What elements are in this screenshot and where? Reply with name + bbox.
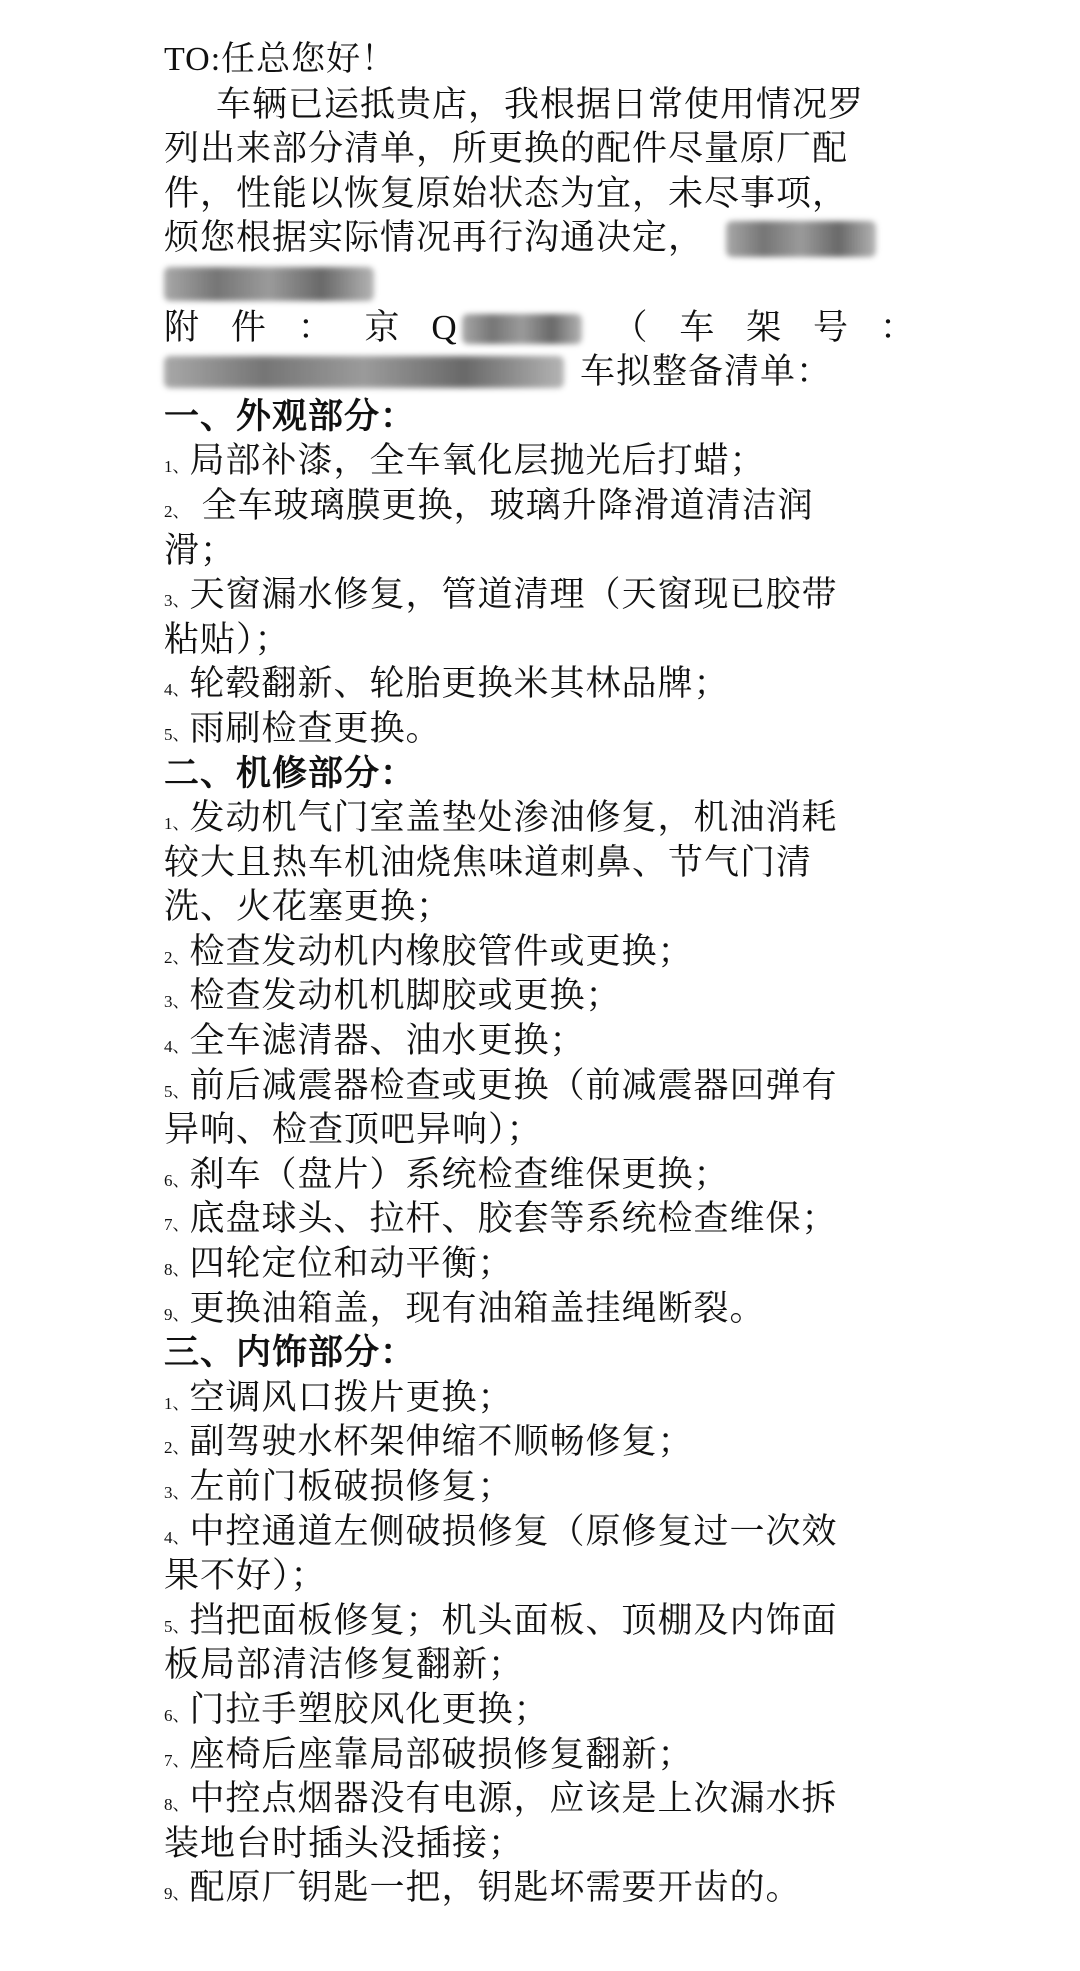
frame-char: 号	[813, 307, 850, 348]
checklist-item	[164, 662, 916, 707]
item-text: 板局部清洁修复翻新；	[164, 1645, 525, 1686]
item-number: 5、	[164, 1616, 190, 1636]
attachment-line	[164, 306, 916, 351]
item-number: 3、	[164, 1483, 190, 1502]
attachment-label-char: 附	[164, 307, 201, 348]
item-text: 雨刷检查更换。	[189, 708, 442, 749]
item-text: 中控通道左侧破损修复（原修复过一次效	[189, 1511, 838, 1552]
item-text: 刹车（盘片）系统检查维保更换；	[189, 1154, 730, 1195]
item-text: 前后减震器检查或更换（前减震器回弹有	[189, 1065, 838, 1106]
section-heading: 一、外观部分：	[164, 396, 417, 437]
item-number: 4、	[164, 680, 190, 700]
checklist-item-continuation	[164, 841, 916, 886]
item-text: 四轮定位和动平衡；	[189, 1244, 514, 1285]
item-text: 异响、检查顶吧异响）；	[164, 1110, 543, 1151]
checklist-item-continuation	[164, 529, 916, 574]
item-text: 底盘球头、拉杆、胶套等系统检查维保；	[189, 1199, 838, 1240]
item-number: 1、	[164, 457, 190, 477]
checklist-item	[164, 1510, 916, 1555]
checklist-item	[164, 1242, 916, 1287]
intro-line: 列出来部分清单，所更换的配件尽量原厂配	[164, 129, 849, 170]
plate-prefix: 京	[364, 307, 401, 348]
item-text: 配原厂钥匙一把，钥匙坏需要开齿的。	[189, 1868, 802, 1909]
item-number: 6、	[164, 1705, 190, 1725]
checklist-item	[164, 1866, 916, 1911]
item-text: 全车玻璃膜更换，玻璃升降滑道清洁润	[189, 485, 814, 526]
item-text: 局部补漆，全车氧化层抛光后打蜡；	[189, 441, 766, 482]
intro-line: 件，性能以恢复原始状态为宜，未尽事项，	[164, 173, 849, 214]
item-text: 检查发动机机脚胶或更换；	[189, 976, 622, 1017]
attachment-label-char: 件	[230, 307, 267, 348]
item-number: 4、	[164, 1527, 190, 1547]
item-text: 空调风口拨片更换；	[189, 1377, 514, 1418]
item-number: 1、	[164, 1393, 190, 1413]
item-number: 7、	[164, 1215, 190, 1235]
section-heading: 三、内饰部分：	[164, 1333, 417, 1374]
item-text: 轮毂翻新、轮胎更换米其林品牌；	[189, 664, 730, 705]
item-text: 滑；	[164, 530, 237, 571]
attachment-suffix: 车拟整备清单：	[580, 352, 833, 393]
item-text: 左前门板破损修复；	[189, 1467, 514, 1507]
checklist-item	[164, 1197, 916, 1242]
item-text: 果不好）；	[164, 1556, 327, 1597]
item-number: 1、	[164, 814, 190, 834]
item-number: 8、	[164, 1260, 190, 1280]
checklist-item	[164, 1688, 916, 1733]
item-number: 3、	[164, 591, 190, 611]
checklist-item-continuation	[164, 1643, 916, 1688]
greeting: TO:任总您好！	[164, 41, 397, 78]
frame-char: ：	[879, 307, 916, 348]
item-text: 门拉手塑胶风化更换；	[189, 1689, 550, 1730]
item-number: 8、	[164, 1795, 190, 1815]
checklist-item	[164, 1064, 916, 1109]
item-text: 座椅后座靠局部破损修复翻新；	[189, 1734, 694, 1775]
checklist-item-continuation	[164, 618, 916, 663]
item-text: 发动机气门室盖垫处渗油修复，机油消耗	[189, 798, 838, 839]
checklist-item	[164, 974, 916, 1019]
item-number: 2、	[164, 1438, 190, 1458]
item-number: 5、	[164, 1081, 190, 1101]
item-number: 5、	[164, 724, 190, 744]
plate-visible-char: Q	[431, 307, 458, 347]
checklist-item	[164, 707, 916, 752]
item-text: 粘贴）；	[164, 619, 291, 660]
redacted-name	[726, 221, 876, 257]
checklist-item	[164, 439, 916, 484]
plate-number	[431, 306, 581, 351]
item-text: 装地台时插头没插接；	[164, 1823, 525, 1864]
checklist-item	[164, 1465, 916, 1510]
checklist-item-continuation	[164, 1822, 916, 1867]
checklist-item	[164, 1019, 916, 1064]
vin-line	[164, 350, 916, 395]
checklist-item	[164, 1733, 916, 1778]
item-number: 6、	[164, 1170, 190, 1190]
checklist-item-continuation	[164, 885, 916, 930]
checklist-item	[164, 1599, 916, 1644]
item-number: 2、	[164, 501, 190, 521]
checklist-item	[164, 484, 916, 529]
frame-char: （	[612, 307, 649, 348]
intro-line-with-redaction	[164, 216, 916, 261]
item-text: 中控点烟器没有电源，应该是上次漏水拆	[189, 1779, 838, 1820]
item-number: 7、	[164, 1750, 190, 1770]
checklist-item	[164, 1777, 916, 1822]
redacted-phone-line	[164, 261, 916, 306]
checklist-item	[164, 1153, 916, 1198]
item-number: 9、	[164, 1884, 190, 1904]
redacted-phone	[164, 267, 374, 301]
checklist-item	[164, 1420, 916, 1465]
item-text: 检查发动机内橡胶管件或更换；	[189, 931, 694, 972]
item-number: 4、	[164, 1037, 190, 1057]
intro-line-text: 烦您根据实际情况再行沟通决定，	[164, 218, 705, 259]
checklist-item-continuation	[164, 1108, 916, 1153]
attachment-label-char: ：	[297, 307, 334, 348]
item-number: 3、	[164, 992, 190, 1012]
checklist-item	[164, 1376, 916, 1421]
item-number: 2、	[164, 947, 190, 967]
item-text: 全车滤清器、油水更换；	[189, 1021, 586, 1062]
section-heading: 二、机修部分：	[164, 753, 417, 794]
checklist-item	[164, 573, 916, 618]
checklist-item	[164, 1287, 916, 1332]
item-text: 更换油箱盖，现有油箱盖挂绳断裂。	[189, 1288, 766, 1329]
checklist-item	[164, 796, 916, 841]
redacted-plate	[462, 314, 582, 344]
item-text: 洗、火花塞更换；	[164, 887, 453, 928]
item-text: 天窗漏水修复，管道清理（天窗现已胶带	[189, 575, 838, 616]
frame-char: 车	[679, 307, 716, 348]
intro-line: 车辆已运抵贵店，我根据日常使用情况罗	[216, 84, 865, 125]
checklist-item	[164, 930, 916, 975]
frame-char: 架	[746, 307, 783, 348]
item-text: 副驾驶水杯架伸缩不顺畅修复；	[189, 1422, 694, 1463]
redacted-vin	[164, 356, 564, 388]
checklist-sections	[164, 395, 916, 1911]
item-number: 9、	[164, 1304, 190, 1324]
checklist-item-continuation	[164, 1554, 916, 1599]
item-text: 挡把面板修复；机头面板、顶棚及内饰面	[189, 1600, 838, 1641]
item-text: 较大且热车机油烧焦味道刺鼻、节气门清	[164, 842, 813, 883]
letter-body	[164, 38, 916, 1911]
